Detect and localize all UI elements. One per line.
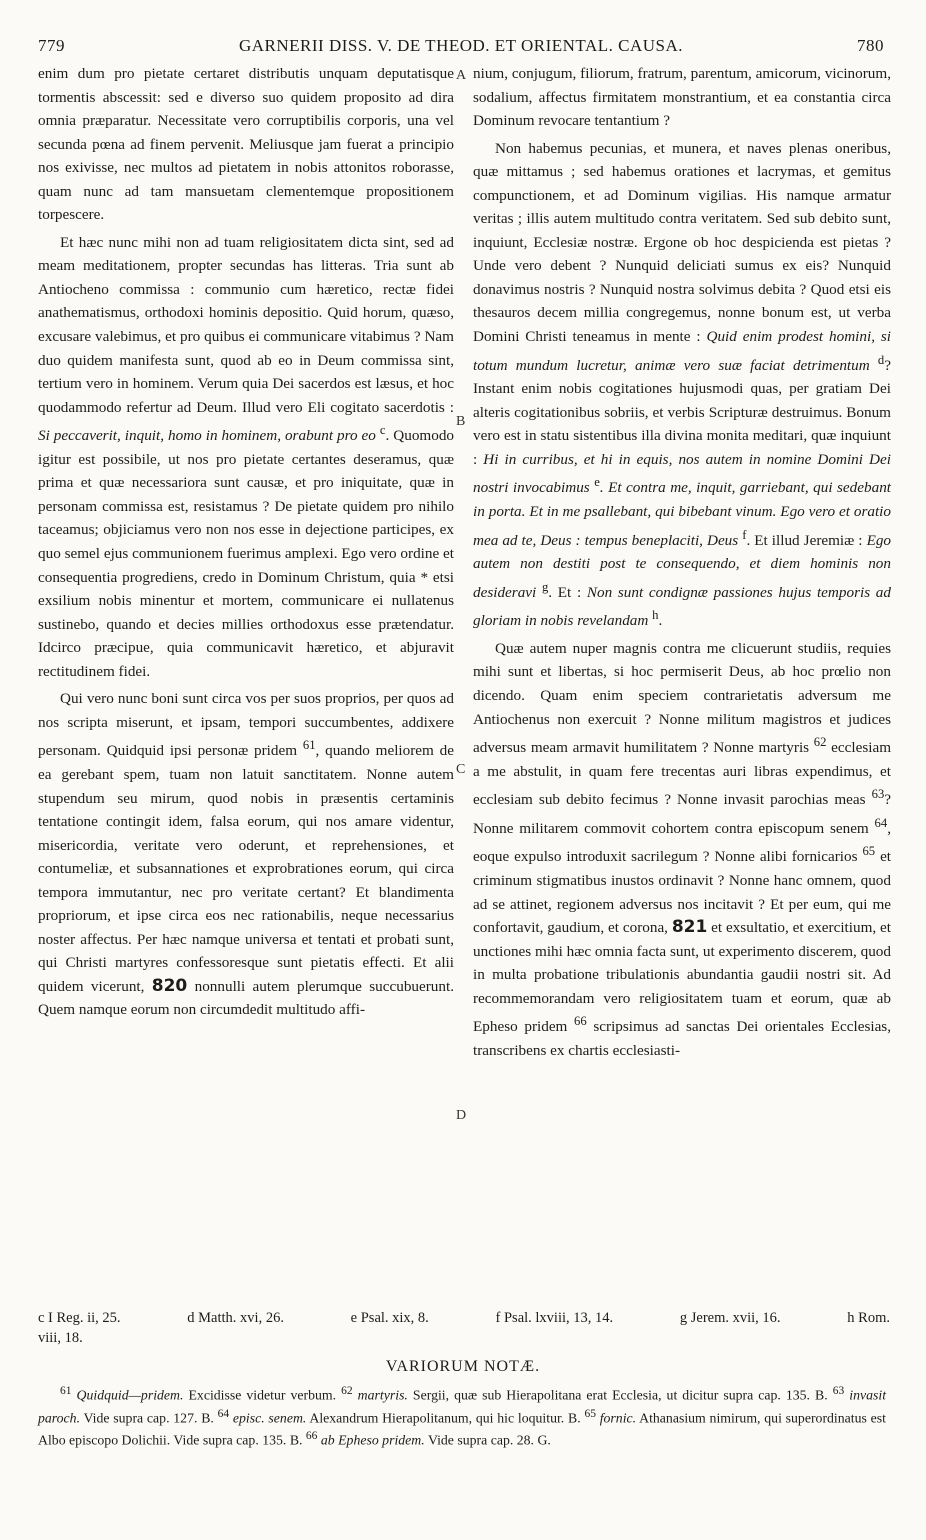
margin-letter-a: A [456,68,467,83]
note-mark: 63 [871,787,885,802]
text-run: Non habemus pecunias, et munera, et naves plenas oneribus, quæ mittamus ; sed habemus orationes et lacrymas, et gemitus compunctionem, et ad Dominum vigilias. His namque armatur veritas ; illis autem multitudo contra veritatem. Sed sub debito sunt, inquiunt, Ecclesiæ nostræ. Ergone ob hoc despicienda est pietas ? Unde vero debent ? Nunquid deliciati sumus ex eis? Nunquid donavimus nostris ? Nunquid nostra solvimus debita ? Quod etsi eis thesauros decem millia congregemus, nonne bonum est, ut verba Domini Christi teneamus in mente : [473,139,891,346]
note-number: 61 [60,1385,72,1397]
right-paragraph-2 [473,137,891,633]
note-mark: 62 [813,735,827,750]
left-paragraph-3 [38,687,454,1022]
quote: Si peccaverit, inquit, homo in hominem, orabunt pro eo [38,427,376,445]
reference-g: g Jerem. xvii, 16. [679,1310,781,1326]
text-run: et criminum stigmatibus inustos ordinavit ? Nonne hanc omnem, quod ad se attinet, regionem adversus nos incitavit ? Et per eum, qui me confortavit, gaudium, et corona, [473,848,892,937]
text-run: Et hæc nunc mihi non ad tuam religiositatem dicta sint, sed ad meam meditationem, propter secundas has litteras. Tria sunt ab Antiocheno commissa : communio cum hæretico, rectæ fidei anathematismus, orthodoxi hominis depositio. Quid horum, quæso, excusare valebimus, et pro quibus ei communicare vitabimus ? Nam duo quidem manifesta sunt, quod ab eo in Deum commissa sint, tertium vero in hominem. Verum quia Dei sacerdos est læsus, et hoc quodammodo refertur ad Deum. Illud vero Eli cogitato sacerdotis : [38,233,454,416]
text-run: ? Nonne militarem commovit cohortem contra episcopum senem [473,791,892,837]
note-mark: 64 [874,815,888,830]
reference-f: f Psal. lxviii, 13, 14. [495,1310,614,1326]
notes-title: VARIORUM NOTÆ. [385,1358,541,1375]
note-number: 66 [305,1430,318,1443]
note-lemma: episc. senem. [232,1410,307,1426]
note-lemma: fornic. [599,1410,637,1426]
text-run: , eoque expulso introduxit sacrilegum ? Nonne alibi fornicarios [473,819,891,866]
margin-letter-c: C [456,762,466,777]
notes-paragraph [38,1382,886,1450]
text-run: et exsultatio, et exercitium, et unctiones mihi hæc omnia facta sunt, ut experimento discerem, quod in multa probatione tribulationis abundantia gaudii nostri sit. Ad recommemorandam vero religiositatem tuam et eorum, quæ ab Epheso pridem [473,919,892,1036]
reference-mark: g [541,579,549,594]
note-text: Excidisse videtur verbum. [188,1387,337,1403]
note-lemma: ab Epheso pridem. [320,1432,425,1448]
text-run: Quæ autem nuper magnis contra me clicuerunt studiis, requies mihi sunt et libertas, si hoc permiserit Deus, ab hoc prœlio non dicendo. Quam enim speciem contrarietatis adversum me Antiochenus non exercuit ? Nonne militum magistros et judices adversus meam armavit humilitatem ? Nonne martyris [473,639,891,757]
note-text: Sergii, quæ sub Hierapolitana erat Ecclesia, ut dicitur supra cap. 135. B. [412,1387,828,1403]
reference-h: h Rom. [847,1310,890,1326]
text-run: ecclesiam a me abstulit, in quam fere trecentas auri libras expendimus, et ecclesiam sub debito fecimus ? Nonne invasit parochias meas [473,739,892,809]
note-text: Vide supra cap. 28. G. [427,1432,551,1448]
column-number: 820 [151,975,188,996]
text-run: ? Instant enim nobis cogitationes hujusmodi quas, per gratiam Dei alteris cogitationibus sobriis, et verbis Scripturæ destruimus. Bonum vero est in statu sistentibus illa divina monita meditari, quæ inquiunt : [473,356,891,468]
margin-letter-b: B [456,414,466,429]
reference-mark: h [652,608,659,623]
text-run: nonnulli autem plerumque succubuerunt. Quem namque eorum non circumdedit multitudo affi- [38,977,455,1019]
reference-mark: e [594,475,600,490]
text-run: . Quomodo igitur est possibile, ut nos pro pietate certantes deseramus, quæ prima et quæ necessariora sunt causæ, et pro iniquitate, quæ in personam commissa est, resistamus ? De pietate quidem pro nihilo taceamus; objiciamus vero non nos esse in dejectione participes, ex quo semel ejus communionem fuerimus amplexi. Ego vero ordine et consequentia progrediens, credo in Dominum Christum, quia * etsi exsilium nobis minentur et mortem, communicare ei nullatenus sustinebo, quando et decies millies orthodoxus esse prætendatur. Idcirco præcipue, quia communicavit hæretico, et abjuravit rectitudinem fidei. [38,427,455,680]
quote: Non sunt condignæ passiones hujus temporis ad gloriam in nobis revelandam [473,583,891,630]
reference-mark: d [877,352,885,367]
note-number: 64 [217,1407,230,1420]
left-column [38,62,454,1026]
reference-continuation: viii, 18. [38,1330,83,1346]
right-column [473,62,891,1067]
quote: Hi in curribus, et hi in equis, nos autem in nomine Domini Dei nostri invocabimus [473,450,891,497]
page-number-right: 780 [857,36,884,55]
variorum-notes [38,1382,886,1450]
reference-c: c I Reg. ii, 25. [38,1310,121,1326]
page-number-left: 779 [38,36,65,55]
column-number: 821 [671,917,708,938]
note-lemma: martyris. [357,1387,408,1403]
text-run: scripsimus ad sanctas Dei orientales Ecclesias, transcribens ex chartis ecclesiasti- [473,1018,892,1059]
note-number: 65 [584,1407,596,1420]
quote: Quid enim prodest homini, si totum mundum lucretur, animæ vero suæ faciat detrimentum [473,328,891,374]
text-run: . Et : [548,583,582,601]
left-paragraph-2 [38,231,454,683]
text-run: , quando meliorem de ea gerebant spem, tuam non latuit sanctitatem. Nonne autem stupendum seu mirum, quod nobis in præsentis certaminis tentatione contingit idem, falsa eorum, qui nos amare videntur, misericordia, veritate vero oderunt, et reprehensiones, et contumeliæ, et subsannationes et exprobrationes eorum, qui circa tempora immutantur, nec pro veritate certant? Et blandimenta propriorum, et ipse circa eos nec rationabilis, neque necessarius noster affectus. Per hæc namque universa et tentati et probati sunt, qui Christi martyres confessoresque sunt pietatis effecti. Et alii quidem vicerunt, [38,742,454,995]
quote: . Et contra me, inquit, garriebant, qui sedebant in porta. Et in me psallebant, qui bibebant vinum. Ego vero et oratio mea ad te, Deus : tempus beneplaciti, Deus [473,479,892,549]
right-paragraph-1: nium, conjugum, filiorum, fratrum, parentum, amicorum, vicinorum, sodalium, affectus firmitatem monstrantium, et ea constantia circa Dominum revocare tentantium ? [473,65,891,130]
reference-d: d Matth. xvi, 26. [187,1310,284,1326]
left-paragraph-1: enim dum pro pietate certaret distributis unquam deputatisque tormentis abscessit: sed e diverso suo quidem proposito ad dira omnia præparatur. Necessitate vero corruptibilis corporis, una vel secunda pœna ad finem pervenit. Meliusque jam fuerat a principio nos exivisse, nec multos ad pietatem in nobis attonitos roborasse, quam nunc ad tam mansuetam clementemque propositionem torpescere. [38,65,454,224]
reference-line [38,1308,890,1328]
note-lemma: Quidquid—pridem. [76,1387,184,1403]
running-title: GARNERII DISS. V. DE THEOD. ET ORIENTAL. CAUSA. [238,36,683,55]
text-run: . Et illud Jeremiæ : [746,531,863,549]
note-mark: 66 [574,1014,587,1029]
running-header [38,36,884,62]
note-number: 62 [341,1385,353,1397]
note-text: Athanasium nimirum, qui superordinatus est Albo episcopo Dolichii. Vide supra cap. 135. B. [38,1410,886,1448]
note-text: Vide supra cap. 127. B. [83,1410,214,1426]
text-run: . [658,612,663,630]
reference-e: e Psal. xix, 8. [350,1310,429,1326]
text-run: Qui vero nunc boni sunt circa vos per suos proprios, per quos ad nos scripta miserunt, et ipsam, tempori succumbentes, addixere personam. Quidquid ipsi personæ pridem [38,690,454,760]
note-mark: 61 [302,738,316,753]
note-text: Alexandrum Hierapolitanum, qui hic loquitur. B. [309,1410,581,1426]
quote: Ego autem non destiti post te consequendo, et diem hominis non desideravi [473,531,892,601]
margin-letter-d: D [456,1108,467,1123]
scripture-references [38,1308,890,1348]
note-mark: 65 [862,844,876,859]
note-number: 63 [832,1385,845,1397]
note-lemma: invasit paroch. [38,1387,887,1426]
reference-mark: c [379,423,386,438]
right-paragraph-3 [473,637,891,1063]
reference-mark: f [742,527,747,542]
